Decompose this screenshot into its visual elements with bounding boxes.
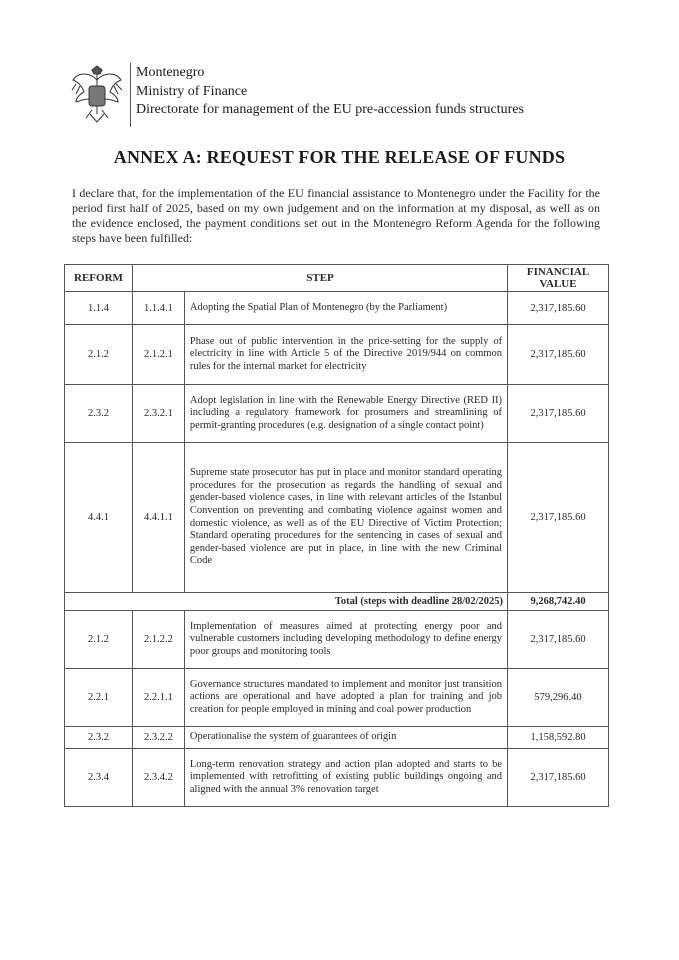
reform-code: 2.1.2 (65, 325, 133, 385)
step-description: Supreme state prosecutor has put in place and monitor standard operating procedures for the prosecution as regards the handling of sexual and gender-based violence cases, in line with relevant articles of the Istanbul Convention on preventing and combating violence against women and domestic violence, as well as of the EU Directive of Victim Protection; Standard operating procedures for the sentencing in cases of sexual and gender-based violence are put in place, in line with the new Criminal Code (184, 443, 507, 593)
financial-value: 2,317,185.60 (508, 292, 609, 325)
step-code: 2.2.1.1 (132, 669, 184, 727)
table-row (65, 727, 609, 749)
table-row (65, 385, 609, 443)
header-reform: REFORM (65, 265, 133, 292)
financial-value: 579,296.40 (508, 669, 609, 727)
directorate-name: Directorate for management of the EU pre-accession funds structures (136, 102, 524, 117)
table-header-row (65, 265, 609, 292)
declaration-paragraph: I declare that, for the implementation of the EU financial assistance to Montenegro under the Facility for the period first half of 2025, based on my own judgement and on the information at my disposal, as well as on the evidence enclosed, the payment conditions set out in the Montenegro Reform Agenda for the following steps have been fulfilled: (72, 186, 600, 245)
step-code: 4.4.1.1 (132, 443, 184, 593)
header-financial-value: FINANCIAL VALUE (508, 265, 609, 292)
financial-value: 2,317,185.60 (508, 443, 609, 593)
reform-code: 2.3.2 (65, 385, 133, 443)
table-row (65, 325, 609, 385)
country-name: Montenegro (136, 65, 205, 80)
step-description: Operationalise the system of guarantees of origin (184, 727, 507, 749)
table-row (65, 292, 609, 325)
reform-code: 2.2.1 (65, 669, 133, 727)
financial-value: 2,317,185.60 (508, 325, 609, 385)
step-description: Implementation of measures aimed at protecting energy poor and vulnerable customers including developing methodology to define energy poor groups and monitoring tools (184, 611, 507, 669)
reform-code: 2.3.2 (65, 727, 133, 749)
reform-code: 1.1.4 (65, 292, 133, 325)
financial-value: 2,317,185.60 (508, 385, 609, 443)
header-divider (130, 63, 131, 127)
total-row (65, 593, 609, 611)
reform-code: 4.4.1 (65, 443, 133, 593)
step-code: 2.3.2.2 (132, 727, 184, 749)
step-description: Adopt legislation in line with the Renewable Energy Directive (RED II) including a regulatory framework for prosumers and streamlining of permit-granting procedures (e.g. designation of a single contact point) (184, 385, 507, 443)
step-description: Adopting the Spatial Plan of Montenegro (by the Parliament) (184, 292, 507, 325)
letterhead (136, 64, 524, 120)
table-row (65, 611, 609, 669)
step-code: 2.1.2.2 (132, 611, 184, 669)
reform-code: 2.1.2 (65, 611, 133, 669)
step-code: 2.1.2.1 (132, 325, 184, 385)
financial-value: 2,317,185.60 (508, 611, 609, 669)
step-description: Governance structures mandated to implement and monitor just transition actions are operational and have adopted a plan for training and job creation for people employed in mining and coal power production (184, 669, 507, 727)
table-row (65, 669, 609, 727)
total-value: 9,268,742.40 (508, 593, 609, 611)
document-title: ANNEX A: REQUEST FOR THE RELEASE OF FUNDS (113, 147, 566, 167)
montenegro-coat-of-arms-icon (70, 64, 124, 124)
step-description: Long-term renovation strategy and action plan adopted and starts to be implemented with retrofitting of existing public buildings ongoing and aligned with the annual 3% renovation target (184, 749, 507, 807)
reform-code: 2.3.4 (65, 749, 133, 807)
steps-table (64, 264, 609, 807)
step-code: 1.1.4.1 (132, 292, 184, 325)
step-code: 2.3.2.1 (132, 385, 184, 443)
step-code: 2.3.4.2 (132, 749, 184, 807)
financial-value: 2,317,185.60 (508, 749, 609, 807)
header-step: STEP (132, 265, 507, 292)
table-row (65, 443, 609, 593)
step-description: Phase out of public intervention in the price-setting for the supply of electricity in line with Article 5 of the Directive 2019/944 on common rules for the internal market for electricity (184, 325, 507, 385)
total-label: Total (steps with deadline 28/02/2025) (65, 593, 508, 611)
ministry-name: Ministry of Finance (136, 83, 248, 99)
financial-value: 1,158,592.80 (508, 727, 609, 749)
table-row (65, 749, 609, 807)
